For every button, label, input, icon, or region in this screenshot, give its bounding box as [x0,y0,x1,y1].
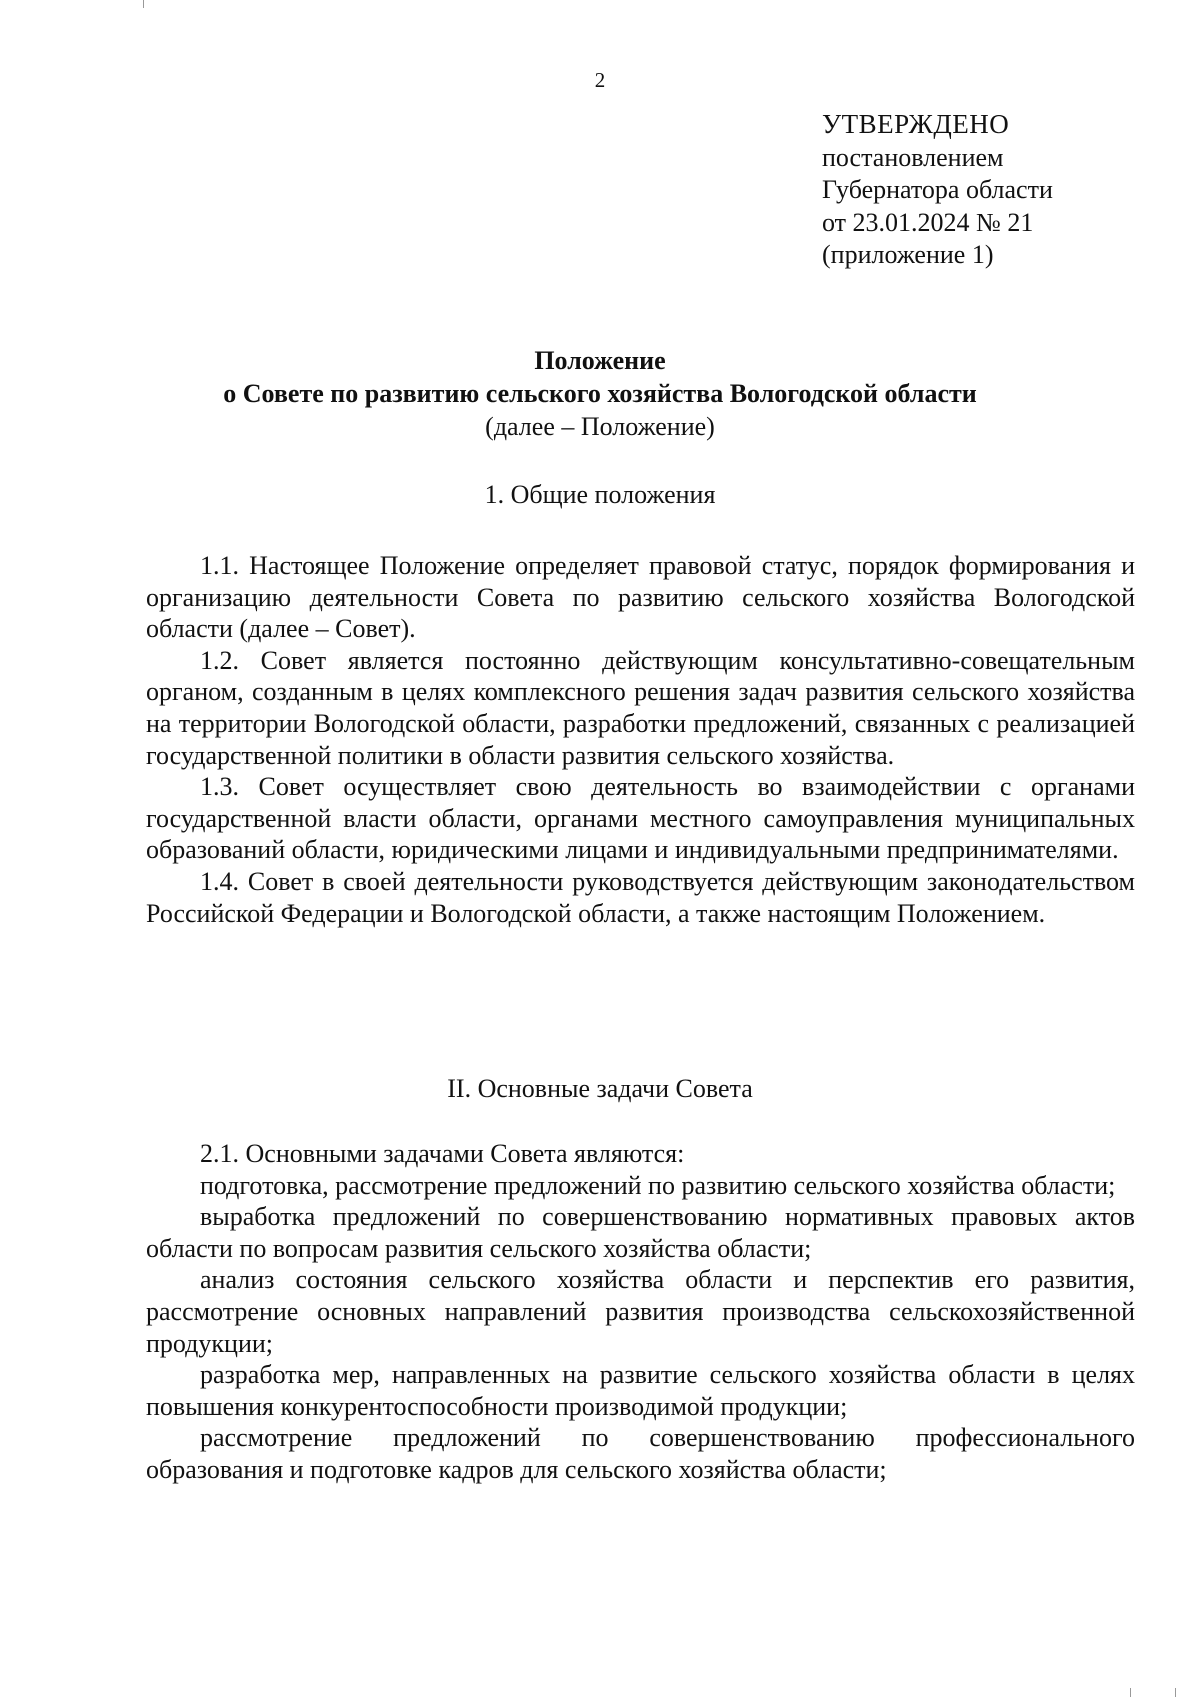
paragraph-1-1: 1.1. Настоящее Положение определяет правовой статус, порядок формирования и организацию деятельности Совета по развитию сельского хозяйства Вологодской области (далее – Совет). [146,551,1135,644]
task-item: анализ состояния сельского хозяйства области и перспектив его развития, рассмотрение основных направлений развития производства сельскохозяйственной продукции; [146,1265,1135,1358]
paragraph-1-2: 1.2. Совет является постоянно действующим консультативно-совещательным органом, созданным в целях комплексного решения задач развития сельского хозяйства на территории Вологодской области, разработки предложений, связанных с реализацией государственной политики в области развития сельского хозяйства. [146,645,1135,770]
task-item: рассмотрение предложений по совершенствованию профессионального образования и подготовке кадров для сельского хозяйства области; [146,1423,1135,1484]
section-heading-tasks: II. Основные задачи Совета [447,1074,753,1103]
section-heading-general: 1. Общие положения [484,480,716,509]
page-number: 2 [594,68,606,92]
task-item: выработка предложений по совершенствованию нормативных правовых актов области по вопросам развития сельского хозяйства области; [146,1202,1135,1263]
approval-line: (приложение 1) [822,240,994,269]
scan-edge-mark [1175,1688,1176,1697]
document-title-note: (далее – Положение) [485,412,715,441]
task-item: разработка мер, направленных на развитие сельского хозяйства области в целях повышения конкурентоспособности производимой продукции; [146,1360,1135,1421]
document-title [0,344,1200,443]
paragraph-1-3: 1.3. Совет осуществляет свою деятельность во взаимодействии с органами государственной власти области, органами местного самоуправления муниципальных образований области, юридическими лицами и индивидуальными предпринимателями. [146,772,1135,865]
approval-line: от 23.01.2024 № 21 [822,207,1034,237]
document-title-subject: о Совете по развитию сельского хозяйства Вологодской области [223,379,977,408]
section-tasks-body [146,1138,1135,1486]
document-title-main: Положение [534,346,666,375]
approval-line: Губернатора области [822,175,1053,204]
approval-line: постановлением [822,142,1004,172]
paragraph-1-4: 1.4. Совет в своей деятельности руководствуется действующим законодательством Российской Федерации и Вологодской области, а также настоящим Положением. [146,866,1135,928]
scan-edge-mark [143,0,144,8]
task-item: подготовка, рассмотрение предложений по развитию сельского хозяйства области; [200,1170,1116,1200]
approval-stamp [822,108,1053,272]
approval-title: УТВЕРЖДЕНО [822,109,1010,139]
section-general-body [146,550,1135,929]
paragraph-2-1: 2.1. Основными задачами Совета являются: [200,1139,685,1168]
scan-edge-mark [1130,1688,1131,1697]
